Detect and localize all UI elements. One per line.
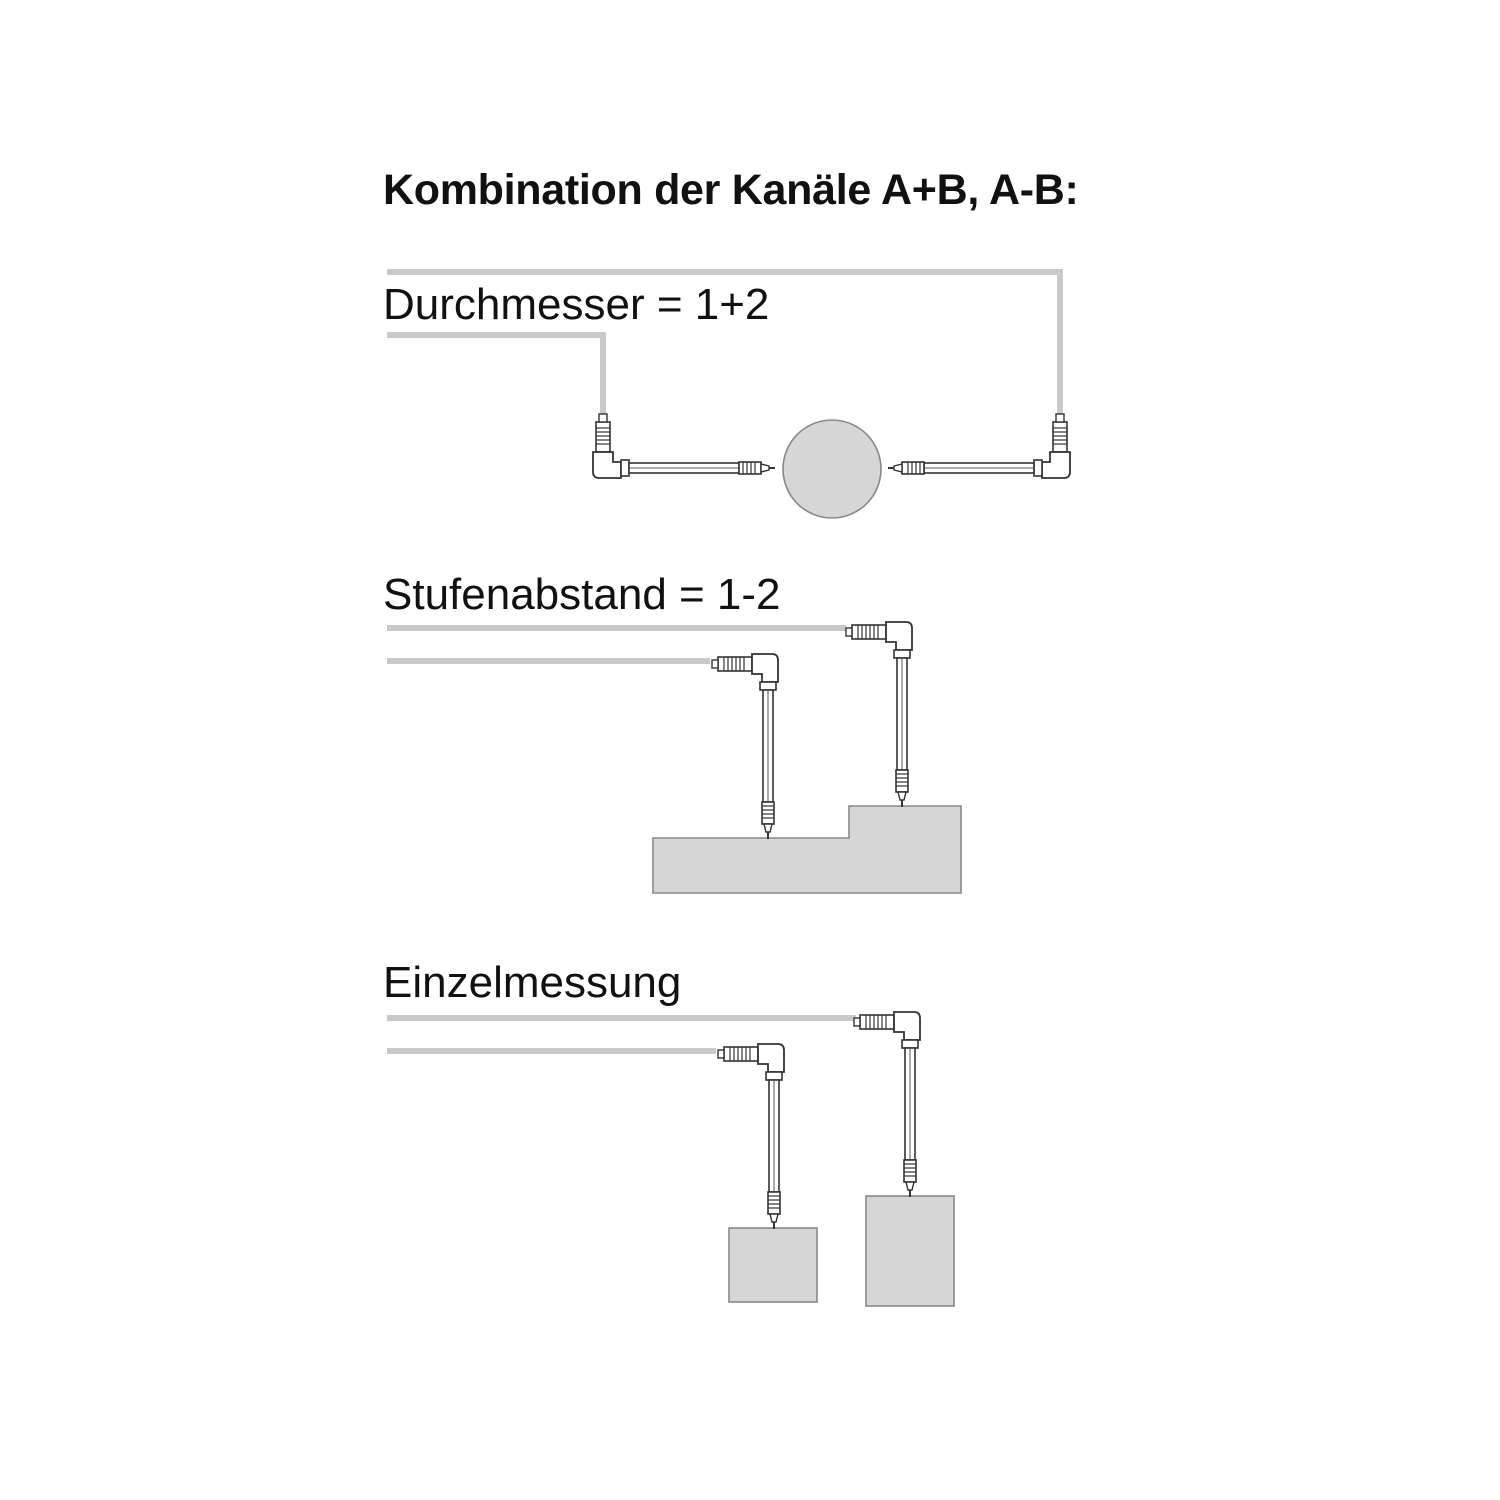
workpiece-tall — [866, 1196, 954, 1306]
stepped-workpiece — [653, 806, 961, 893]
workpiece-small — [729, 1228, 817, 1302]
probe-high — [846, 622, 912, 807]
probe-low — [712, 654, 778, 839]
probe-right — [888, 414, 1070, 478]
stufenabstand-diagram — [387, 622, 961, 893]
einzelmessung-diagram — [387, 1012, 954, 1306]
probe-left — [593, 414, 775, 478]
cable-2 — [387, 335, 603, 418]
section-label-einzelmessung: Einzelmessung — [383, 958, 682, 1007]
section-label-durchmesser: Durchmesser = 1+2 — [383, 280, 770, 329]
cable-1 — [387, 272, 1060, 418]
section-label-stufenabstand: Stufenabstand = 1-2 — [383, 570, 781, 619]
probe-small — [718, 1044, 784, 1229]
durchmesser-diagram — [387, 272, 1070, 518]
probe-tall — [854, 1012, 920, 1197]
page-title: Kombination der Kanäle A+B, A-B: — [383, 166, 1079, 214]
round-workpiece — [783, 420, 881, 518]
